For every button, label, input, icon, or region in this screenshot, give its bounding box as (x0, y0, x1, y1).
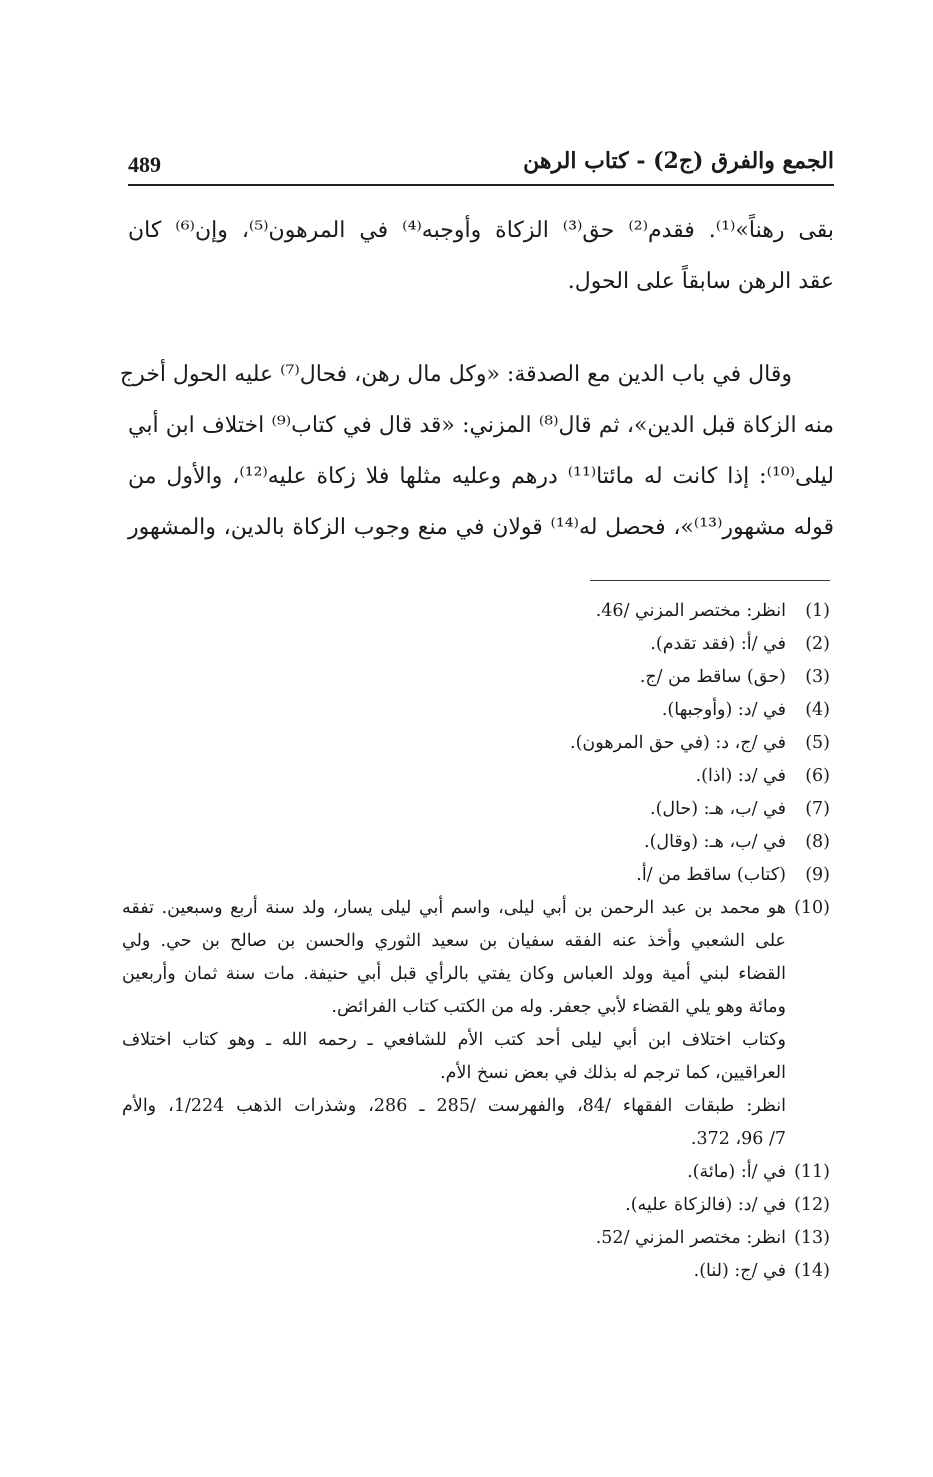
footnote-text: في /أ: (مائة). (687, 1162, 786, 1182)
footnote-number: (6) (805, 766, 830, 786)
body-line: بقى رهناً»⁽¹⁾. فقدم⁽²⁾ حق⁽³⁾ الزكاة وأوجبه⁽⁴⁾ في المرهون⁽⁵⁾، وإن⁽⁶⁾ كان (128, 218, 835, 243)
footnote (122, 595, 834, 628)
footnote-number: (10) (794, 898, 830, 918)
footnote-number: (12) (794, 1195, 830, 1215)
footnote-text: في /د: (اذا). (695, 766, 786, 786)
footnote (122, 859, 834, 892)
footnote (122, 727, 834, 760)
footnote-line: العراقيين، كما ترجم له بذلك في بعض نسخ الأم. (440, 1063, 786, 1083)
footnote-number: (14) (794, 1261, 830, 1281)
footnote (122, 1189, 834, 1222)
footnote (122, 1156, 834, 1189)
footnote-number: (5) (805, 733, 830, 753)
footnote-number: (9) (805, 865, 830, 885)
page-number: 489 (128, 152, 161, 177)
footnote-number: (3) (805, 667, 830, 687)
footnote-line: على الشعبي وأخذ عنه الفقه سفيان بن سعيد الثوري والحسن بن صالح بن حي. ولي (122, 931, 786, 951)
body-line: قوله مشهور⁽¹³⁾»، فحصل له⁽¹⁴⁾ قولان في منع وجوب الزكاة بالدين، والمشهور (128, 515, 834, 540)
footnote-line: ومائة وهو يلي القضاء لأبي جعفر. وله من الكتب كتاب الفرائض. (331, 997, 786, 1017)
body-paragraph-1 (128, 205, 834, 307)
footnote-number: (11) (794, 1162, 830, 1182)
body-line: وقال في باب الدين مع الصدقة: «وكل مال رهن، فحال⁽⁷⁾ عليه الحول أخرج (119, 362, 792, 387)
body-line: منه الزكاة قبل الدين»، ثم قال⁽⁸⁾ المزني: «قد قال في كتاب⁽⁹⁾ اختلاف ابن أبي (128, 413, 834, 438)
footnote (122, 694, 834, 727)
footnote (122, 793, 834, 826)
footnote-number: (1) (805, 601, 830, 621)
footnote-text: في /ب، هـ: (وقال). (644, 832, 786, 852)
footnote-line: القضاء لبني أمية وولد العباس وكان يفتي بالرأي قبل أبي حنيفة. مات سنة ثمان وأربعين (122, 964, 786, 984)
running-title: الجمع والفرق (ج2) - كتاب الرهن (523, 148, 834, 174)
body-line: عقد الرهن سابقاً على الحول. (567, 269, 834, 294)
footnote-line: 7/ 96، 372. (690, 1129, 786, 1149)
header-rule (128, 184, 834, 186)
page-header (128, 146, 834, 186)
body-paragraph-2 (119, 349, 834, 553)
footnote-text: انظر: مختصر المزني /46. (595, 601, 786, 621)
footnote-number: (2) (805, 634, 830, 654)
footnote-text: في /ب، هـ: (حال). (650, 799, 786, 819)
footnote (122, 628, 834, 661)
footnotes (122, 595, 834, 1288)
footnote (122, 892, 834, 1156)
footnote-line: هو محمد بن عبد الرحمن بن أبي ليلى، واسم أبي ليلى يسار، ولد سنة أربع وسبعين. تفقه (122, 898, 786, 918)
footnote-line: وكتاب اختلاف ابن أبي ليلى أحد كتب الأم للشافعي ـ رحمه الله ـ وهو كتاب اختلاف (122, 1030, 786, 1050)
footnote-text: (حق) ساقط من /ج. (639, 667, 786, 687)
footnote-number: (8) (805, 832, 830, 852)
footnote-text: في /د: (فالزكاة عليه). (625, 1195, 786, 1215)
footnote (122, 661, 834, 694)
footnote-text: في /ج، د: (في حق المرهون). (570, 733, 786, 753)
footnote-text: انظر: مختصر المزني /52. (595, 1228, 786, 1248)
footnote-line: انظر: طبقات الفقهاء /84، والفهرست /285 ـ 286، وشذرات الذهب 1/224، والأم (122, 1096, 786, 1116)
footnote (122, 1222, 834, 1255)
footnote-text: في /ج: (لنا). (693, 1261, 786, 1281)
footnote (122, 826, 834, 859)
footnote-number: (13) (794, 1228, 830, 1248)
footnote-text: (كتاب) ساقط من /أ. (636, 865, 786, 885)
footnote-text: في /أ: (فقد تقدم). (650, 634, 786, 654)
footnote (122, 1255, 834, 1288)
footnote-separator (590, 580, 830, 581)
footnote-number: (7) (805, 799, 830, 819)
body-line: ليلى⁽¹⁰⁾: إذا كانت له مائتا⁽¹¹⁾ درهم وعليه مثلها فلا زكاة عليه⁽¹²⁾، والأول من (128, 464, 834, 489)
footnote-text (122, 892, 786, 1156)
footnote (122, 760, 834, 793)
footnote-text: في /د: (وأوجبها). (661, 700, 786, 720)
footnote-number: (4) (805, 700, 830, 720)
